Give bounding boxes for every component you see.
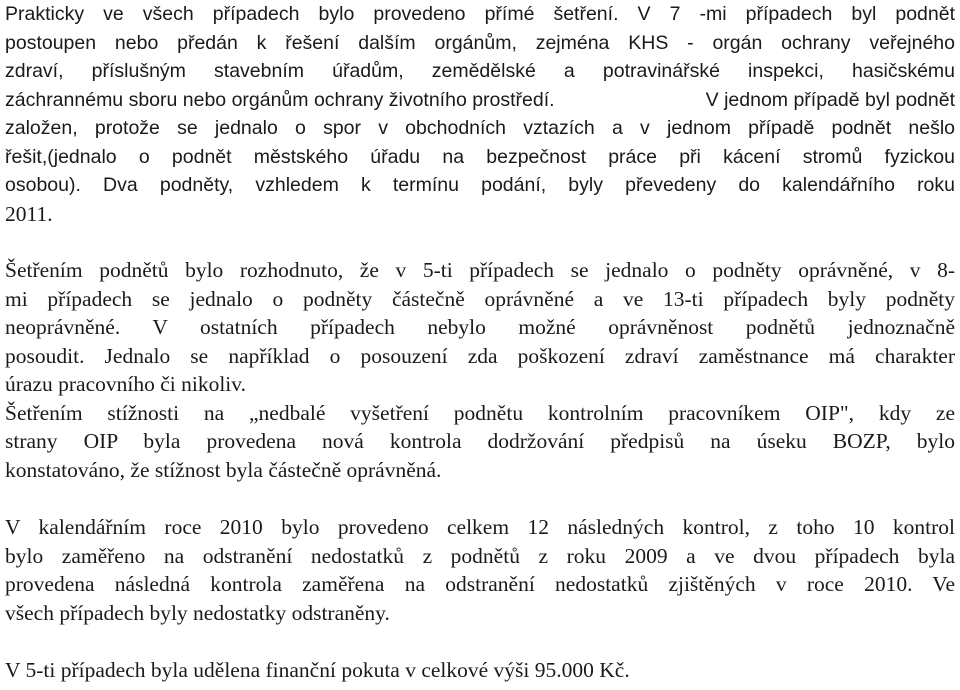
text-line: založen, protože se jednalo o spor v obchodních vztazích a v jednom případě podnět nešlo	[5, 117, 955, 139]
text-line: posoudit. Jednalo se například o posouzení zda poškození zdraví zaměstnance má charakter	[5, 343, 955, 368]
text-line: řešit,(jednalo o podnět městského úřadu na bezpečnost práce při kácení stromů fyzickou	[5, 145, 955, 168]
text-line: V 5-ti případech byla udělena finanční pokuta v celkové výši 95.000 Kč.	[5, 658, 630, 682]
text-line	[5, 86, 955, 115]
text-line: mi případech se jednalo o podněty částečně oprávněné a ve 13-ti případech byly podněty	[5, 286, 955, 311]
text-line: Šetřením podnětů bylo rozhodnuto, že v 5-ti případech se jednalo o podněty oprávněné, v 8-	[5, 258, 955, 282]
document-page	[5, 0, 955, 685]
text-line: V kalendářním roce 2010 bylo provedeno celkem 12 následných kontrol, z toho 10 kontrol	[5, 515, 955, 539]
text-line: neoprávněné. V ostatních případech nebylo možné oprávněnost podnětů jednoznačně	[5, 315, 955, 339]
text-line: bylo zaměřeno na odstranění nedostatků z podnětů z roku 2009 a ve dvou případech byla	[5, 543, 955, 568]
text-line: strany OIP byla provedena nová kontrola dodržování předpisů na úseku BOZP, bylo	[5, 429, 955, 453]
text-line: úrazu pracovního či nikoliv.	[5, 372, 247, 396]
text-line: Šetřením stížnosti na „nedbalé vyšetření podnětu kontrolním pracovníkem OIP", kdy ze	[5, 400, 955, 425]
paragraph-follow-up	[5, 513, 955, 627]
paragraph-evaluation	[5, 256, 955, 399]
text-line: Prakticky ve všech případech bylo provedeno přímé šetření. V 7 -mi případech byl podnět	[5, 3, 955, 25]
paragraph-fines	[5, 656, 955, 685]
text-line: osobou). Dva podněty, vzhledem k termínu podání, byly převedeny do kalendářního roku	[5, 174, 955, 196]
text-line: všech případech byly nedostatky odstraněny.	[5, 600, 390, 625]
text-line: 2011.	[5, 201, 53, 226]
text-segment: V jednom případě byl podnět	[705, 88, 955, 111]
paragraph-referrals	[5, 0, 955, 228]
paragraph-complaint	[5, 399, 955, 485]
text-line: zdraví, příslušným stavebním úřadům, zemědělské a potravinářské inspekci, hasičskému	[5, 60, 955, 82]
text-line: konstatováno, že stížnost byla částečně oprávněná.	[5, 457, 442, 482]
text-line: postoupen nebo předán k řešení dalším orgánům, zejména KHS - orgán ochrany veřejného	[5, 31, 955, 54]
text-segment: záchrannému sboru nebo orgánům ochrany životního prostředí.	[5, 88, 555, 111]
text-line: provedena následná kontrola zaměřena na odstranění nedostatků zjištěných v roce 2010. Ve	[5, 572, 955, 596]
